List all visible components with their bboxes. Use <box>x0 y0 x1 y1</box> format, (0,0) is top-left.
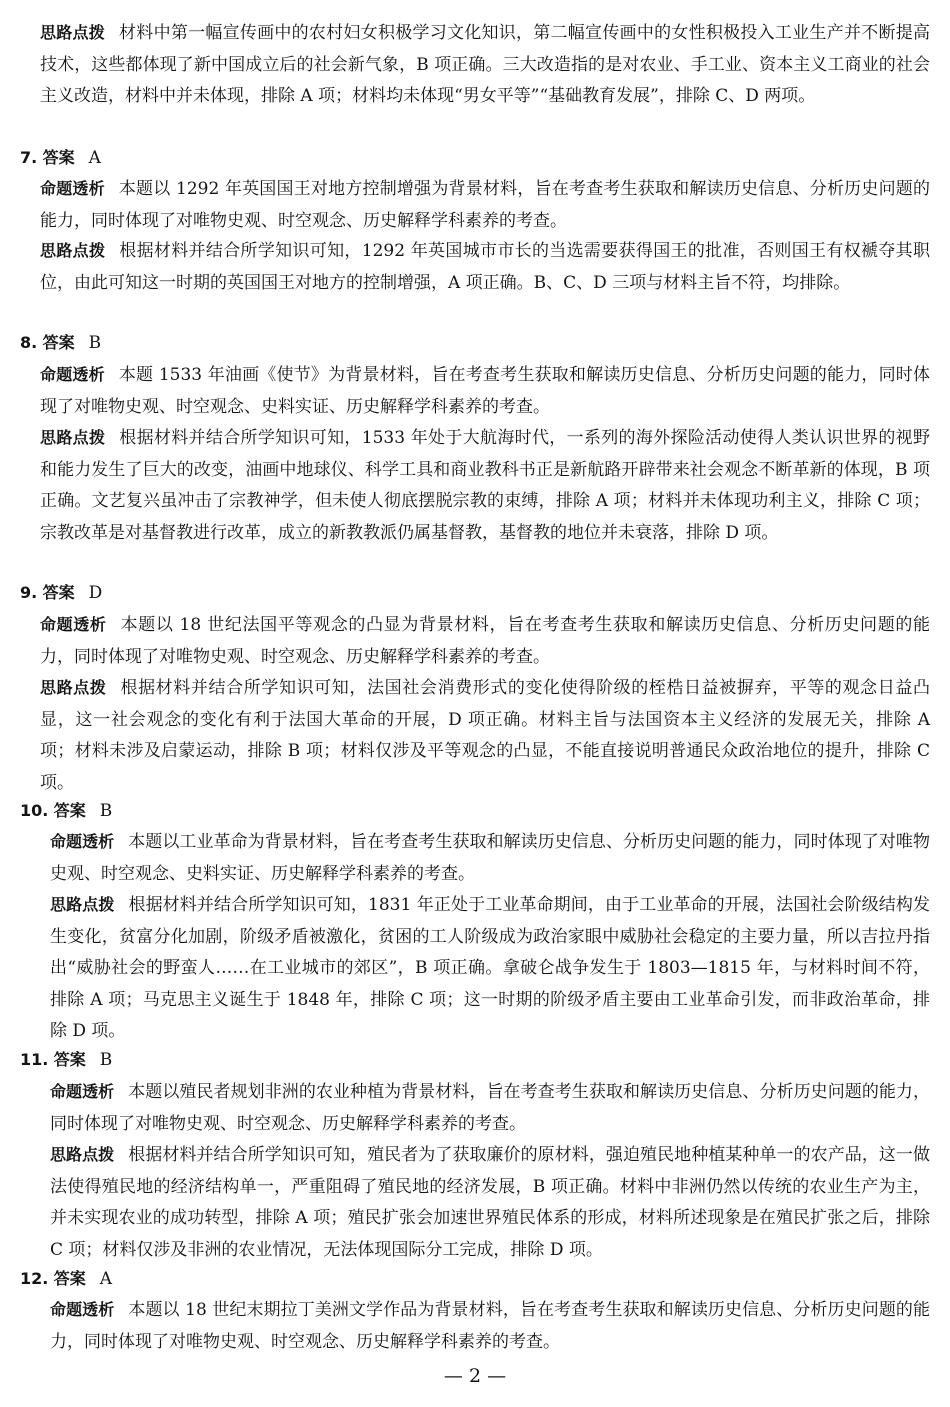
question-number: 7. <box>20 148 38 167</box>
hint-paragraph-9 <box>40 672 930 799</box>
hint-label: 思路点拨 <box>50 1145 115 1164</box>
answer-value: D <box>88 583 103 603</box>
hint-paragraph-11 <box>50 1139 930 1266</box>
hint-paragraph-10 <box>50 889 930 1048</box>
intro-hint-paragraph <box>40 17 930 113</box>
hint-text: 根据材料并结合所学知识可知，殖民者为了获取廉价的原材料，强迫殖民地种植某种单一的农产品，这一做法使得殖民地的经济结构单一，严重阻碍了殖民地的经济发展，B 项正确。材料中非洲仍然以传统的农业生产为主，并未实现农业的成功转型，排除 A 项；殖民扩张会加速世界殖民体系的形成，材料所述现象是在殖民扩张之后，排除 C 项；材料仅涉及非洲的农业情况，无法体现国际分工完成，排除 D 项。 <box>50 1145 930 1260</box>
answer-value: B <box>99 801 113 821</box>
intent-paragraph-11 <box>50 1076 930 1140</box>
intent-label: 命题透析 <box>50 1082 115 1101</box>
intent-text: 本题以工业革命为背景材料，旨在考查考生获取和解读历史信息、分析历史问题的能力，同时体现了对唯物史观、时空观念、史料实证、历史解释学科素养的考查。 <box>50 832 930 884</box>
answer-value: A <box>88 148 101 168</box>
answer-line-8 <box>20 330 101 356</box>
intent-text: 本题以殖民者规划非洲的农业种植为背景材料，旨在考查考生获取和解读历史信息、分析历史问题的能力，同时体现了对唯物史观、时空观念、历史解释学科素养的考查。 <box>50 1082 930 1134</box>
question-number: 9. <box>20 583 38 602</box>
intent-label: 命题透析 <box>50 1300 115 1319</box>
answer-line-9 <box>20 580 102 606</box>
hint-label: 思路点拨 <box>40 678 107 697</box>
page-number: — 2 — <box>443 1365 507 1387</box>
answer-label: 答案 <box>53 1050 86 1069</box>
intent-paragraph-12 <box>50 1294 930 1358</box>
hint-label: 思路点拨 <box>40 241 106 260</box>
question-number: 10. <box>20 801 49 820</box>
hint-text: 根据材料并结合所学知识可知，1831 年正处于工业革命期间，由于工业革命的开展，法国社会阶级结构发生变化，贫富分化加剧，阶级矛盾被激化，贫困的工人阶级成为政治家眼中威胁社会稳定的主要力量，所以吉拉丹指出“威胁社会的野蛮人……在工业城市的郊区”，B 项正确。拿破仑战争发生于 1803—1815 年，与材料时间不符，排除 A 项；马克思主义诞生于 1848 年，排除 C 项；这一时期的阶级矛盾主要由工业革命引发，而非政治革命，排除 D 项。 <box>50 895 930 1041</box>
hint-text: 根据材料并结合所学知识可知，1292 年英国城市市长的当选需要获得国王的批准，否则国王有权褫夺其职位，由此可知这一时期的英国国王对地方的控制增强，A 项正确。B、C、D 三项与材料主旨不符，均排除。 <box>40 241 930 293</box>
intent-label: 命题透析 <box>40 365 105 384</box>
answer-line-11 <box>20 1047 112 1073</box>
answer-label: 答案 <box>42 148 75 167</box>
answer-label: 答案 <box>53 1269 86 1288</box>
intent-label: 命题透析 <box>40 179 105 198</box>
hint-label: 思路点拨 <box>50 895 115 914</box>
hint-text: 根据材料并结合所学知识可知，法国社会消费形式的变化使得阶级的桎梏日益被摒弃，平等的观念日益凸显，这一社会观念的变化有利于法国大革命的开展，D 项正确。材料主旨与法国资本主义经济的发展无关，排除 A 项；材料未涉及启蒙运动，排除 B 项；材料仅涉及平等观念的凸显，不能直接说明普通民众政治地位的提升，排除 C 项。 <box>40 678 930 793</box>
answer-value: A <box>99 1269 113 1289</box>
intent-paragraph-8 <box>40 359 930 423</box>
answer-value: B <box>88 333 102 353</box>
intent-label: 命题透析 <box>40 615 107 634</box>
answer-line-12 <box>20 1266 112 1292</box>
intent-paragraph-7 <box>40 173 930 237</box>
hint-text: 根据材料并结合所学知识可知，1533 年处于大航海时代，一系列的海外探险活动使得人类认识世界的视野和能力发生了巨大的改变，油画中地球仪、科学工具和商业教科书正是新航路开辟带来社会观念不断革新的体现，B 项正确。文艺复兴虽冲击了宗教神学，但未使人彻底摆脱宗教的束缚，排除 A 项；材料并未体现功利主义，排除 C 项；宗教改革是对基督教进行改革，成立的新教教派仍属基督教，基督教的地位并未衰落，排除 D 项。 <box>40 428 930 543</box>
intent-text: 本题 1533 年油画《使节》为背景材料，旨在考查考生获取和解读历史信息、分析历史问题的能力，同时体现了对唯物史观、时空观念、史料实证、历史解释学科素养的考查。 <box>40 365 930 417</box>
hint-label: 思路点拨 <box>40 428 106 447</box>
intent-text: 本题以 18 世纪末期拉丁美洲文学作品为背景材料，旨在考查考生获取和解读历史信息、分析历史问题的能力，同时体现了对唯物史观、时空观念、历史解释学科素养的考查。 <box>50 1300 930 1352</box>
intent-paragraph-10 <box>50 826 930 890</box>
answer-label: 答案 <box>42 333 75 352</box>
hint-text: 材料中第一幅宣传画中的农村妇女积极学习文化知识，第二幅宣传画中的女性积极投入工业生产并不断提高技术，这些都体现了新中国成立后的社会新气象，B 项正确。三大改造指的是对农业、手工业、资本主义工商业的社会主义改造，材料中并未体现，排除 A 项；材料均未体现“男女平等”“基础教育发展”，排除 C、D 两项。 <box>40 23 930 106</box>
intent-paragraph-9 <box>40 609 930 673</box>
intent-text: 本题以 18 世纪法国平等观念的凸显为背景材料，旨在考查考生获取和解读历史信息、分析历史问题的能力，同时体现了对唯物史观、时空观念、历史解释学科素养的考查。 <box>40 615 930 667</box>
answer-value: B <box>99 1050 113 1070</box>
hint-label: 思路点拨 <box>40 23 106 42</box>
answer-label: 答案 <box>53 801 86 820</box>
intent-label: 命题透析 <box>50 832 115 851</box>
hint-paragraph-7 <box>40 235 930 299</box>
question-number: 11. <box>20 1050 49 1069</box>
answer-line-10 <box>20 798 112 824</box>
question-number: 12. <box>20 1269 49 1288</box>
hint-paragraph-8 <box>40 422 930 549</box>
answer-line-7 <box>20 145 101 171</box>
answer-label: 答案 <box>42 583 75 602</box>
question-number: 8. <box>20 333 38 352</box>
intent-text: 本题以 1292 年英国国王对地方控制增强为背景材料，旨在考查考生获取和解读历史信息、分析历史问题的能力，同时体现了对唯物史观、时空观念、历史解释学科素养的考查。 <box>40 179 930 231</box>
